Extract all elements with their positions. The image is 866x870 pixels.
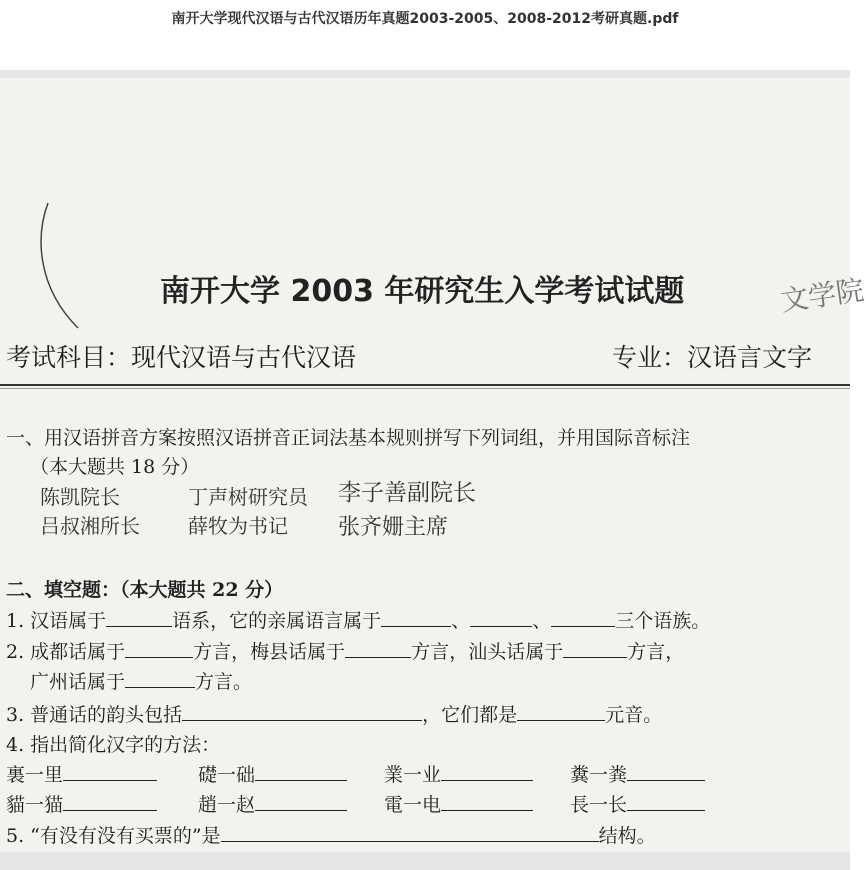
stamp-mark: 文学院: [778, 273, 866, 318]
question-4: 4. 指出简化汉字的方法：: [6, 734, 221, 756]
simplification-item: 電一电: [384, 790, 533, 817]
header-rule-thin: [0, 388, 850, 389]
exam-subject: 考试科目：现代汉语与古代汉语: [6, 343, 357, 372]
top-separator: [0, 70, 850, 78]
phrase-item: 丁声树研究员: [188, 485, 308, 509]
question-2-cont: 广州话属于 方言。: [30, 671, 253, 693]
section1-heading: 一、用汉语拼音方案按照汉语拼音正词法基本规则拼写下列词组，并用国际音标注: [6, 427, 691, 449]
simplification-item: 長一长: [570, 790, 705, 817]
pdf-page: [0, 78, 866, 852]
document-title: 南开大学现代汉语与古代汉语历年真题2003-2005、2008-2012考研真题.pdf: [171, 11, 679, 27]
simplification-item: 貓一猫: [6, 790, 157, 817]
simplification-item: 業一业: [384, 760, 533, 787]
simplification-item: 趙一赵: [198, 790, 347, 817]
question-2: 2. 成都话属于 方言，梅县话属于 方言，汕头话属于 方言，: [6, 641, 685, 663]
exam-major: 专业：汉语言文字: [612, 343, 813, 372]
phrase-item: 张齐姗主席: [338, 515, 449, 540]
section2-heading: 二、填空题：（本大题共 22 分）: [6, 579, 284, 601]
question-3: 3. 普通话的韵头包括 ，它们都是 元音。: [6, 704, 663, 726]
phrase-item: 陈凯院长: [40, 485, 120, 509]
simplification-item: 糞一粪: [570, 760, 705, 787]
phrase-item: 李子善副院长: [338, 480, 476, 506]
header-rule: [0, 384, 850, 386]
phrase-item: 吕叔湘所长: [40, 514, 140, 538]
simplification-item: 礎一础: [198, 760, 347, 787]
section1-score: （本大题共 18 分）: [30, 456, 200, 478]
viewer-header: [0, 0, 850, 70]
exam-title: 南开大学 2003 年研究生入学考试试题: [160, 274, 685, 309]
simplification-item: 裏一里: [6, 760, 157, 787]
question-5: 5. “有没有没有买票的”是 结构。: [6, 825, 656, 847]
bottom-separator: [0, 852, 850, 870]
phrase-item: 薛牧为书记: [188, 514, 288, 538]
question-1: 1. 汉语属于 语系，它的亲属语言属于 、 、 三个语族。: [6, 610, 711, 632]
